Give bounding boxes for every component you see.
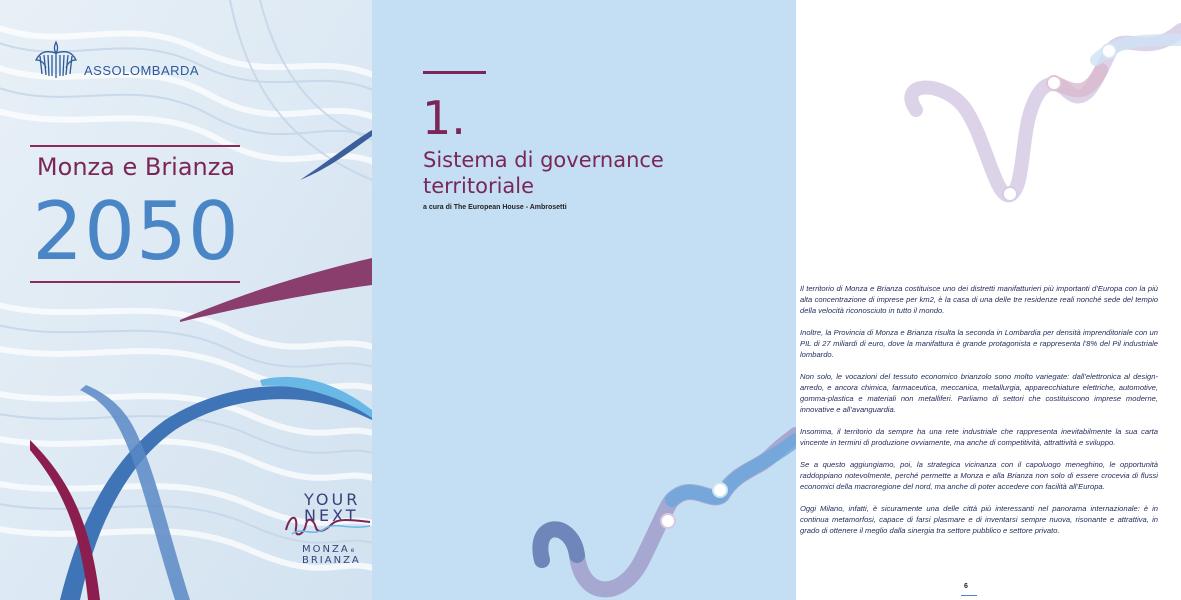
- chapter-credit: a cura di The European House - Ambrosetti: [423, 204, 567, 211]
- chapter-page: [372, 0, 796, 600]
- chapter-title: Sistema di governance territoriale: [423, 148, 664, 198]
- assolombarda-logo: [34, 38, 199, 80]
- chapter-number: 1.: [422, 91, 466, 145]
- title-top-rule: [30, 145, 240, 147]
- chapter-rule: [423, 71, 486, 74]
- brand-line-monza: MONZAe: [302, 544, 355, 555]
- paragraph: Non solo, le vocazioni del tessuto economico brianzolo sono molto variegate: dall’elettronica al design-arredo, e ancora chimica, farmaceutica, meccanica, metallurgia, apparecchiature elettriche, automotive, gomma-plastica e materiali non metalliferi. Parliamo di settori che costituiscono imprese moderne, innovative e all’avanguardia.: [800, 372, 1158, 414]
- brand-line-next: NEXT: [304, 506, 359, 525]
- brand-line-brianza: BRIANZA: [302, 555, 361, 566]
- text-page: [796, 0, 1181, 600]
- eagle-logo-icon: [34, 38, 78, 80]
- page-number: 6: [964, 583, 968, 590]
- brand-squiggle-icon: [282, 506, 372, 540]
- paragraph: Oggi Milano, infatti, è sicuramente una delle città più interessanti nel panorama internazionale: è in continua metamorfosi, capace di farsi plasmare e di inventarsi sempre nuova, risonante e attrattiva, in grado di ottenere il meglio dalla sinergia tra settore pubblico e settore privato.: [800, 504, 1158, 535]
- brand-connector: e: [350, 547, 355, 554]
- cover-title: Monza e Brianza: [36, 153, 236, 181]
- brand-line-your: YOUR: [304, 490, 361, 509]
- paragraph: Inoltre, la Provincia di Monza e Brianza risulta la seconda in Lombardia per densità imprenditoriale con un PIL di 27 miliardi di euro, dove la manifattura è grande protagonista e rappresenta l’8% del Pil industriale lombardo.: [800, 328, 1158, 359]
- body-text: [800, 283, 1158, 547]
- paragraph: Il territorio di Monza e Brianza costituisce uno dei distretti manifatturieri più importanti d’Europa con la più alta concentrazione di imprese per km2, è la casa di una delle tre residenze reali nonché sede del tempio della velocità riconosciuto in tutto il mondo.: [800, 284, 1158, 315]
- logo-wordmark: ASSOLOMBARDA: [84, 62, 200, 78]
- top-wave-decoration: [796, 0, 1181, 260]
- paragraph: Se a questo aggiungiamo, poi, la strategica vicinanza con il capoluogo meneghino, le opportunità raddoppiano notevolmente, perché permette a Monza e alla Brianza non solo di essere crocevia di flussi economici della macroregione del nord, ma anche di poter accedere con facilità all’Europa.: [800, 460, 1158, 491]
- page-number-rule: [961, 595, 977, 596]
- cover-page: [0, 0, 372, 600]
- cover-year: 2050: [32, 185, 240, 278]
- chapter-wave-decoration: [372, 0, 796, 600]
- title-bottom-rule: [30, 281, 240, 283]
- paragraph: Insomma, il territorio da sempre ha una rete industriale che rappresenta inevitabilmente la sua carta vincente in termini di produzione ovviamente, ma anche di competitività, attrattività e sviluppo.: [800, 427, 1158, 447]
